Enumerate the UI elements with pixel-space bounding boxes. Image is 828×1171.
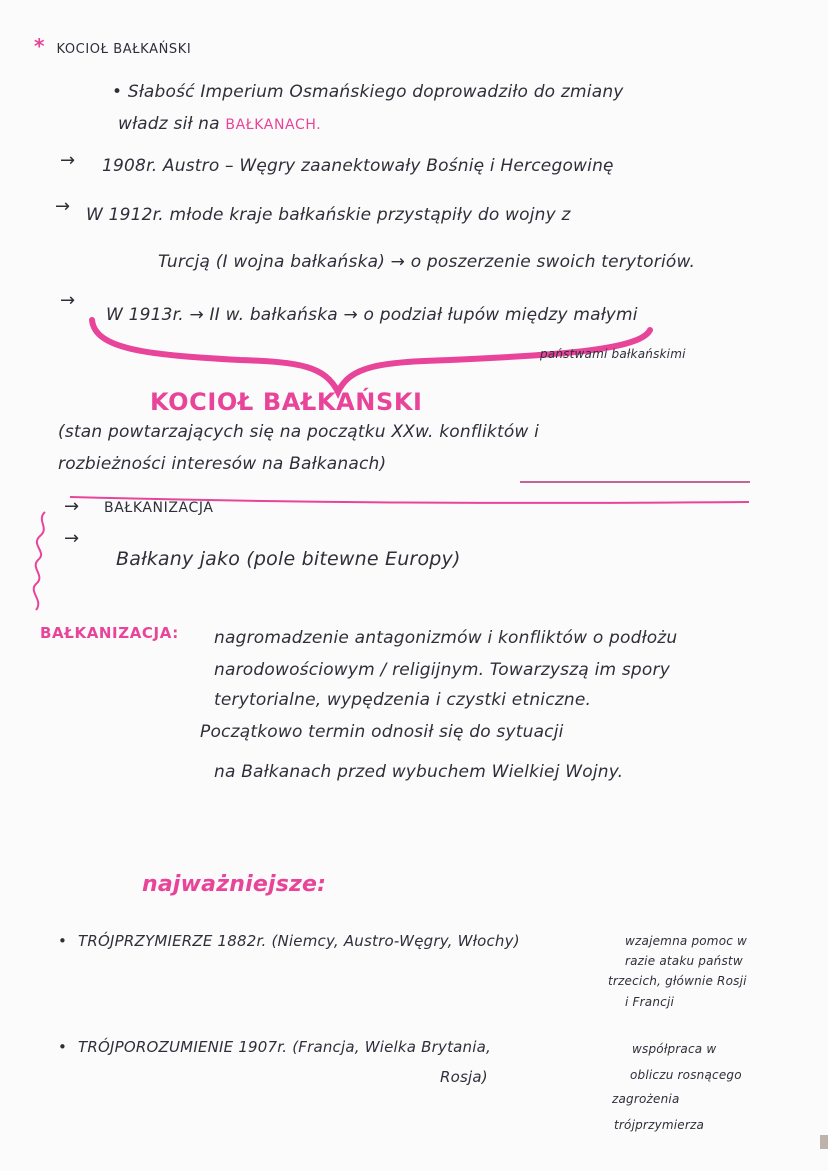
- balkanizacja-line-2: narodowościowym / religijnym. Towarzyszą im spory: [214, 660, 670, 680]
- arrow-icon: →: [60, 150, 76, 171]
- trojporozumienie-note-2: obliczu rosnącego: [630, 1068, 742, 1082]
- event-1912-cont: Turcją (I wojna bałkańska) → o poszerzenie swoich terytoriów.: [158, 252, 696, 272]
- trojporozumienie-note-4: trójprzymierza: [614, 1118, 705, 1132]
- kociol-title: KOCIOŁ BAŁKAŃSKI: [150, 388, 423, 416]
- pink-squiggle: [34, 512, 45, 610]
- arrow-icon: →: [64, 496, 80, 517]
- kociol-definition-1: (stan powtarzających się na początku XXw. konfliktów i: [58, 422, 540, 442]
- event-1908: 1908r. Austro – Węgry zaanektowały Bośnię i Hercegowinę: [102, 156, 614, 176]
- trojporozumienie-item: • TRÓJPOROZUMIENIE 1907r. (Francja, Wielka Brytania,: [58, 1038, 491, 1056]
- trojprzymierze-note-2: razie ataku państw: [625, 954, 743, 968]
- najwazniejsze-heading: najważniejsze:: [142, 872, 327, 897]
- star-icon: *: [34, 34, 46, 58]
- balkanizacja-line-3: terytorialne, wypędzenia i czystki etniczne.: [214, 690, 592, 710]
- balkanizacja-line-1: nagromadzenie antagonizmów i konfliktów o podłożu: [214, 628, 678, 648]
- trojporozumienie-item-cont: Rosja): [440, 1068, 488, 1086]
- intro-line-2: władz sił na BAŁKANACH.: [118, 114, 322, 134]
- balkanizacja-item: BAŁKANIZACJA: [104, 500, 214, 516]
- highlight-balkany: BAŁKANACH.: [225, 117, 322, 133]
- arrow-icon: →: [64, 528, 80, 549]
- bullet: •: [58, 1038, 68, 1056]
- arrow-icon: →: [55, 196, 71, 217]
- header: [34, 34, 191, 58]
- trojprzymierze-note-3: trzecich, głównie Rosji: [608, 974, 747, 988]
- trojprzymierze-note-4: i Francji: [625, 995, 675, 1009]
- arrow-icon: →: [60, 290, 76, 311]
- bullet: •: [112, 82, 123, 102]
- trojprzymierze-item: • TRÓJPRZYMIERZE 1882r. (Niemcy, Austro-Węgry, Włochy): [58, 932, 520, 950]
- trojporozumienie-note-3: zagrożenia: [612, 1092, 680, 1106]
- balkanizacja-label: BAŁKANIZACJA:: [40, 624, 179, 642]
- event-1913: W 1913r. → II w. bałkańska → o podział łupów między małymi: [106, 305, 638, 325]
- balkanizacja-line-5: na Bałkanach przed wybuchem Wielkiej Wojny.: [214, 762, 624, 782]
- paper-edge: [820, 1135, 828, 1149]
- trojporozumienie-note-1: współpraca w: [632, 1042, 717, 1056]
- event-1912: W 1912r. młode kraje bałkańskie przystąpiły do wojny z: [86, 205, 571, 225]
- trojprzymierze-note-1: wzajemna pomoc w: [625, 934, 748, 948]
- kociol-definition-2: rozbieżności interesów na Bałkanach): [58, 454, 387, 474]
- intro-line-1: • Słabość Imperium Osmańskiego doprowadziło do zmiany: [112, 82, 624, 102]
- bullet: •: [58, 932, 68, 950]
- page-title: KOCIOŁ BAŁKAŃSKI: [56, 42, 192, 57]
- balkanizacja-line-4: Początkowo termin odnosił się do sytuacji: [200, 722, 564, 742]
- balkany-item: Bałkany jako (pole bitewne Europy): [116, 548, 461, 570]
- event-1913-cont: państwami bałkańskimi: [540, 347, 686, 361]
